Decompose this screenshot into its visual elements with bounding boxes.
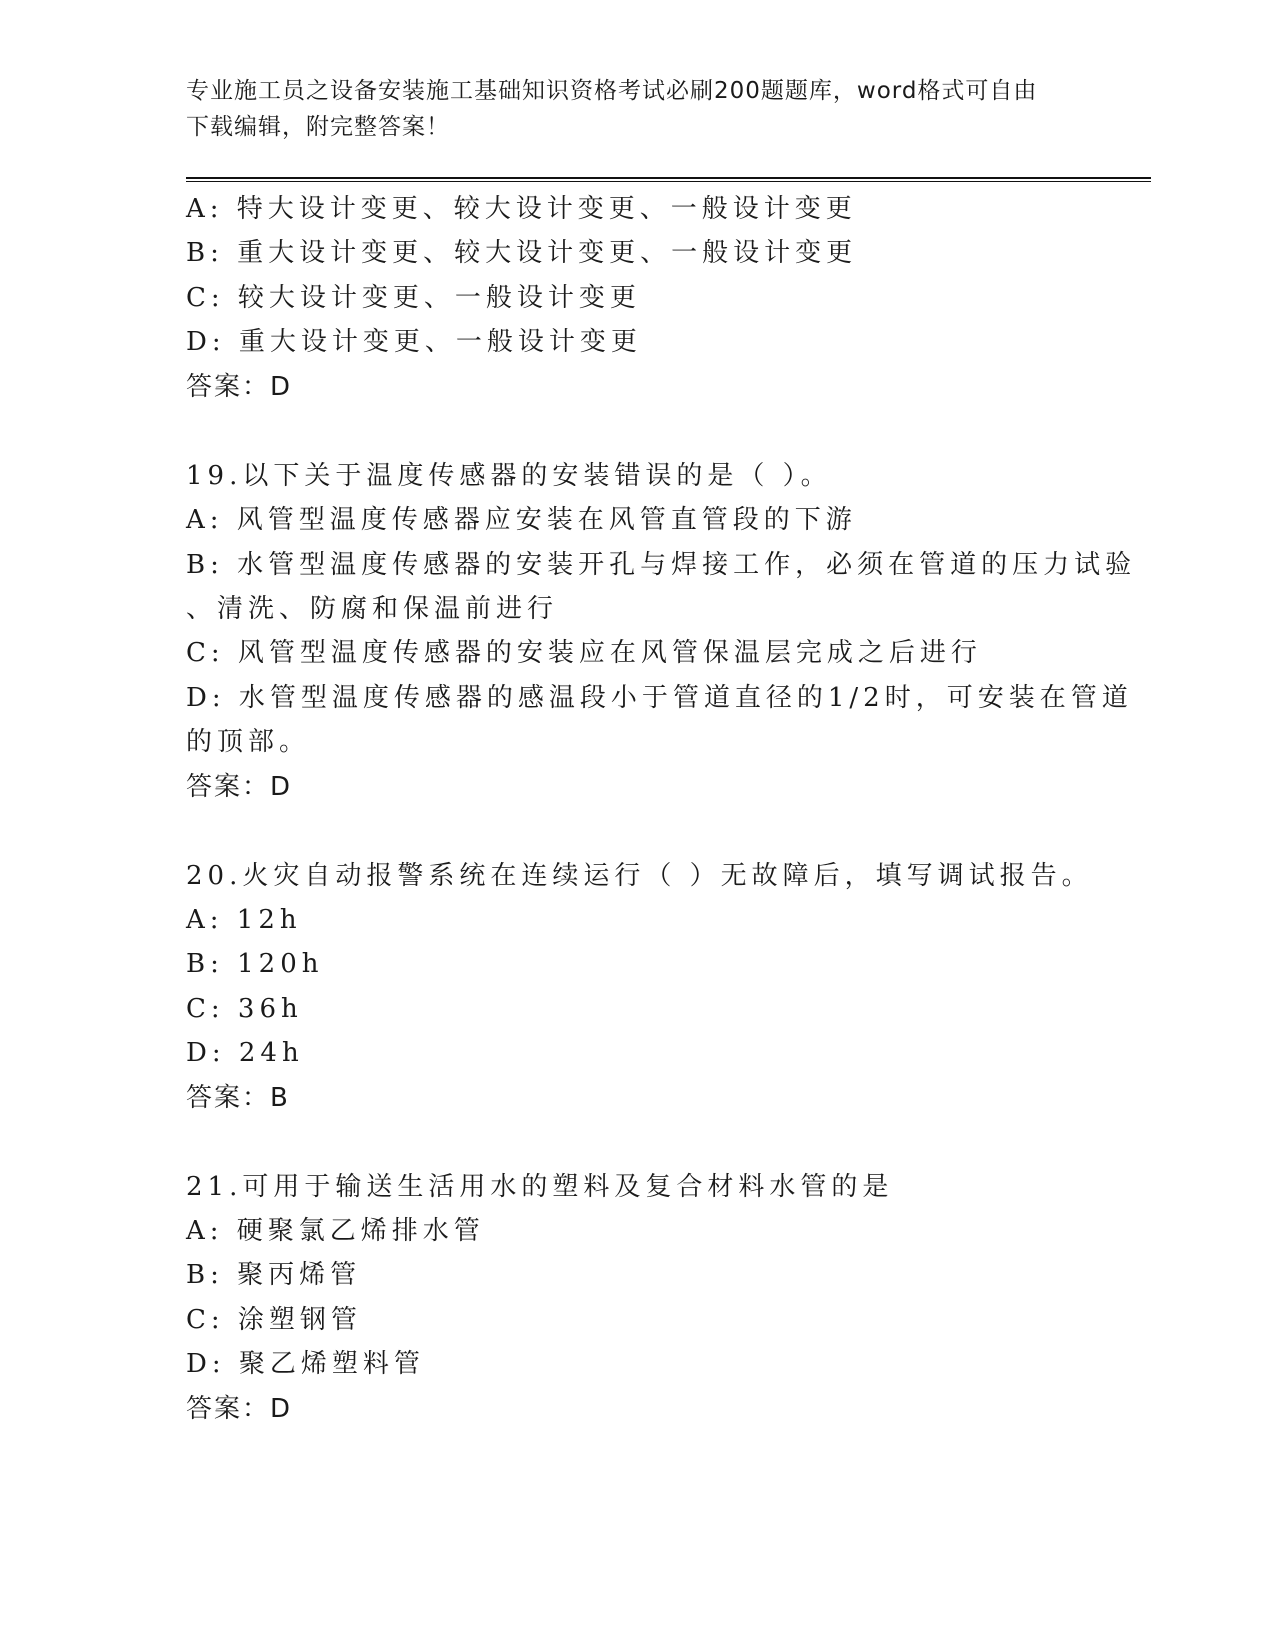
q18-answer: 答案：D (186, 372, 293, 402)
q20-option-b: B: 120h (186, 949, 324, 979)
q19-option-d-line2: 的顶部。 (186, 727, 311, 757)
q21-option-c: C: 涂塑钢管 (186, 1305, 362, 1335)
q19-option-c: C: 风管型温度传感器的安装应在风管保温层完成之后进行 (186, 638, 982, 668)
q19-stem: 19.以下关于温度传感器的安装错误的是（ ）。 (186, 461, 832, 491)
q18-option-d: D: 重大设计变更、一般设计变更 (186, 327, 642, 357)
header-line-1: 专业施工员之设备安装施工基础知识资格考试必刷200题题库，word格式可自由 (186, 78, 1038, 104)
q20-stem: 20.火灾自动报警系统在连续运行（ ）无故障后，填写调试报告。 (186, 861, 1093, 891)
q21-option-a: A: 硬聚氯乙烯排水管 (186, 1216, 485, 1246)
q19-option-d-line1: D: 水管型温度传感器的感温段小于管道直径的1/2时，可安装在管道 (186, 683, 1133, 713)
q19-option-b-line2: 、清洗、防腐和保温前进行 (186, 594, 559, 624)
q19-answer: 答案：D (186, 772, 293, 802)
q21-answer: 答案：D (186, 1394, 293, 1424)
q20-option-d: D: 24h (186, 1038, 304, 1068)
q21-stem: 21.可用于输送生活用水的塑料及复合材料水管的是 (186, 1172, 894, 1202)
q21-option-b: B: 聚丙烯管 (186, 1260, 362, 1290)
header-line-2: 下载编辑，附完整答案！ (186, 114, 450, 140)
q19-option-b-line1: B: 水管型温度传感器的安装开孔与焊接工作，必须在管道的压力试验 (186, 550, 1137, 580)
q20-option-a: A: 12h (186, 905, 302, 935)
header-divider-thick (186, 177, 1151, 179)
header-divider-thin (186, 181, 1151, 182)
q18-option-c: C: 较大设计变更、一般设计变更 (186, 283, 641, 313)
q18-option-b: B: 重大设计变更、较大设计变更、一般设计变更 (186, 238, 858, 268)
document-header (186, 73, 1086, 145)
q21-option-d: D: 聚乙烯塑料管 (186, 1349, 425, 1379)
q19-option-a: A: 风管型温度传感器应安装在风管直管段的下游 (186, 505, 857, 535)
q20-option-c: C: 36h (186, 994, 303, 1024)
q20-answer: 答案：B (186, 1083, 290, 1113)
q18-option-a: A: 特大设计变更、较大设计变更、一般设计变更 (186, 194, 857, 224)
